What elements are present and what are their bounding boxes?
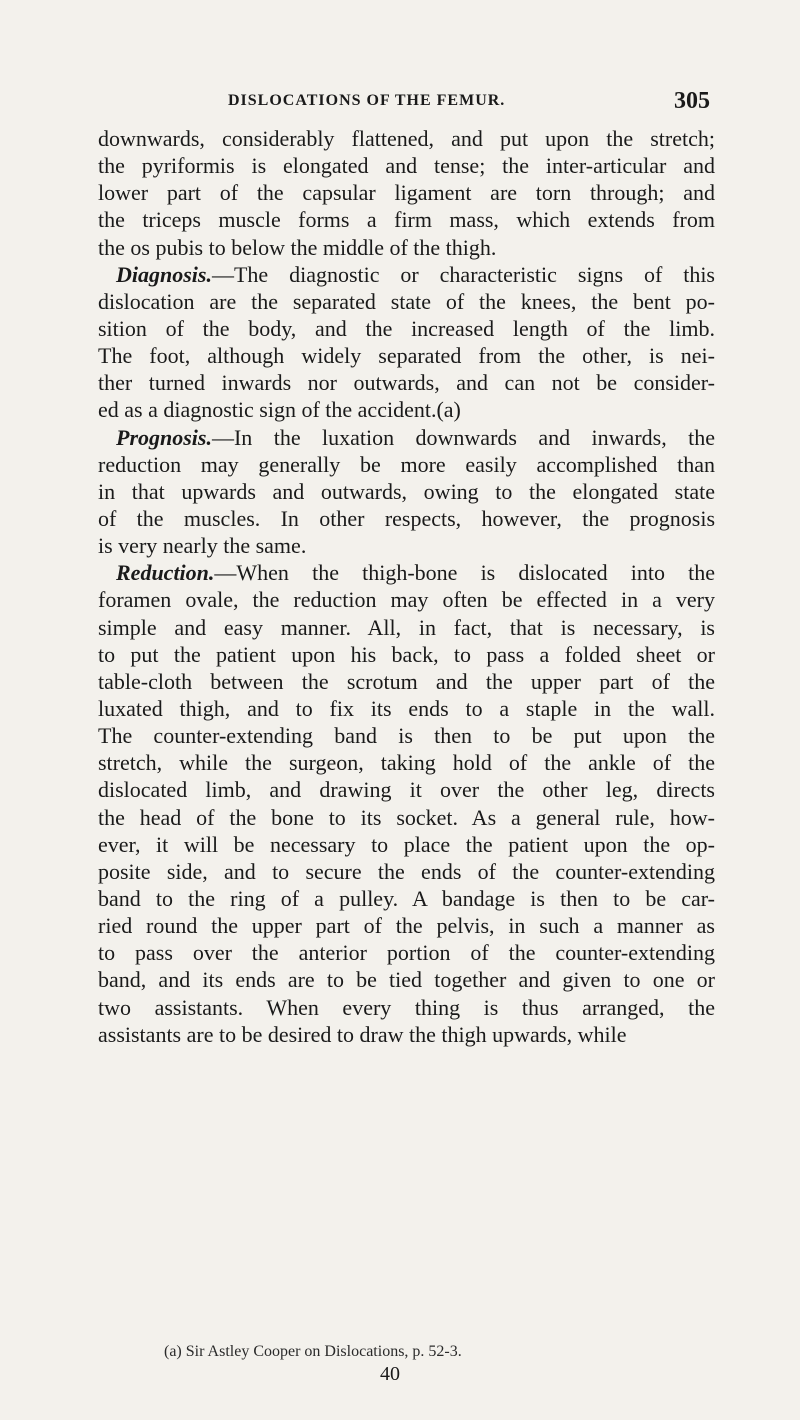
text-run: —The diagnostic or characteristic signs of this: [211, 261, 715, 287]
text-line: dislocation are the separated state of the knees, the bent po-: [98, 288, 715, 314]
text-line: reduction may generally be more easily accomplished than: [98, 451, 715, 477]
text-line: of the muscles. In other respects, however, the prognosis: [98, 505, 715, 531]
text-line: band, and its ends are to be tied together and given to one or: [98, 967, 715, 993]
text-line: the pyriformis is elongated and tense; the inter-articular and: [98, 153, 715, 179]
text-line: assistants are to be desired to draw the thigh upwards, while: [98, 1021, 627, 1047]
text-line: the os pubis to below the middle of the thigh.: [98, 234, 497, 260]
signature-mark: 40: [380, 1363, 400, 1385]
paragraph-first-line: [98, 559, 715, 586]
section-heading-reduction: Reduction.: [116, 560, 215, 586]
body-text: [98, 125, 715, 1048]
text-line: ried round the upper part of the pelvis, in such a manner as: [98, 913, 715, 939]
section-heading-prognosis: Prognosis.: [116, 424, 212, 450]
text-line: is very nearly the same.: [98, 533, 307, 559]
text-line: luxated thigh, and to fix its ends to a staple in the wall.: [98, 695, 715, 721]
text-line: posite side, and to secure the ends of the counter-extending: [98, 858, 715, 884]
text-line: downwards, considerably flattened, and put upon the stretch;: [98, 126, 715, 151]
section-heading-diagnosis: Diagnosis.: [116, 261, 212, 287]
text-line: The counter-extending band is then to be put upon the: [98, 723, 715, 749]
text-line: foramen ovale, the reduction may often be effected in a very: [98, 587, 715, 613]
text-line: simple and easy manner. All, in fact, that is necessary, is: [98, 614, 715, 640]
text-line: stretch, while the surgeon, taking hold of the ankle of the: [98, 750, 715, 776]
text-line: lower part of the capsular ligament are torn through; and: [98, 180, 715, 206]
text-line: ther turned inwards nor outwards, and can not be consider-: [98, 370, 715, 396]
text-line: table-cloth between the scrotum and the upper part of the: [98, 668, 715, 694]
text-line: ed as a diagnostic sign of the accident.(a): [98, 397, 461, 423]
text-line: dislocated limb, and drawing it over the other leg, directs: [98, 777, 715, 803]
text-line: The foot, although widely separated from the other, is nei-: [98, 343, 715, 369]
paragraph-first-line: [98, 424, 715, 451]
text-line: band to the ring of a pulley. A bandage is then to be car-: [98, 885, 715, 911]
footnote: (a) Sir Astley Cooper on Dislocations, p. 52-3.: [164, 1343, 462, 1360]
text-line: to pass over the anterior portion of the counter-extending: [98, 940, 715, 966]
paragraph-first-line: [98, 261, 715, 288]
running-title: DISLOCATIONS OF THE FEMUR.: [228, 92, 506, 109]
text-run: —When the thigh-bone is dislocated into the: [214, 560, 715, 586]
text-line: the head of the bone to its socket. As a general rule, how-: [98, 804, 715, 830]
running-head: [190, 88, 710, 118]
text-line: two assistants. When every thing is thus arranged, the: [98, 994, 715, 1020]
page-number: 305: [674, 88, 710, 114]
text-line: the triceps muscle forms a firm mass, which extends from: [98, 207, 715, 233]
text-line: to put the patient upon his back, to pass a folded sheet or: [98, 641, 715, 667]
text-line: in that upwards and outwards, owing to the elongated state: [98, 478, 715, 504]
text-run: —In the luxation downwards and inwards, the: [211, 424, 715, 450]
text-line: sition of the body, and the increased length of the limb.: [98, 315, 715, 341]
text-line: ever, it will be necessary to place the patient upon the op-: [98, 831, 715, 857]
